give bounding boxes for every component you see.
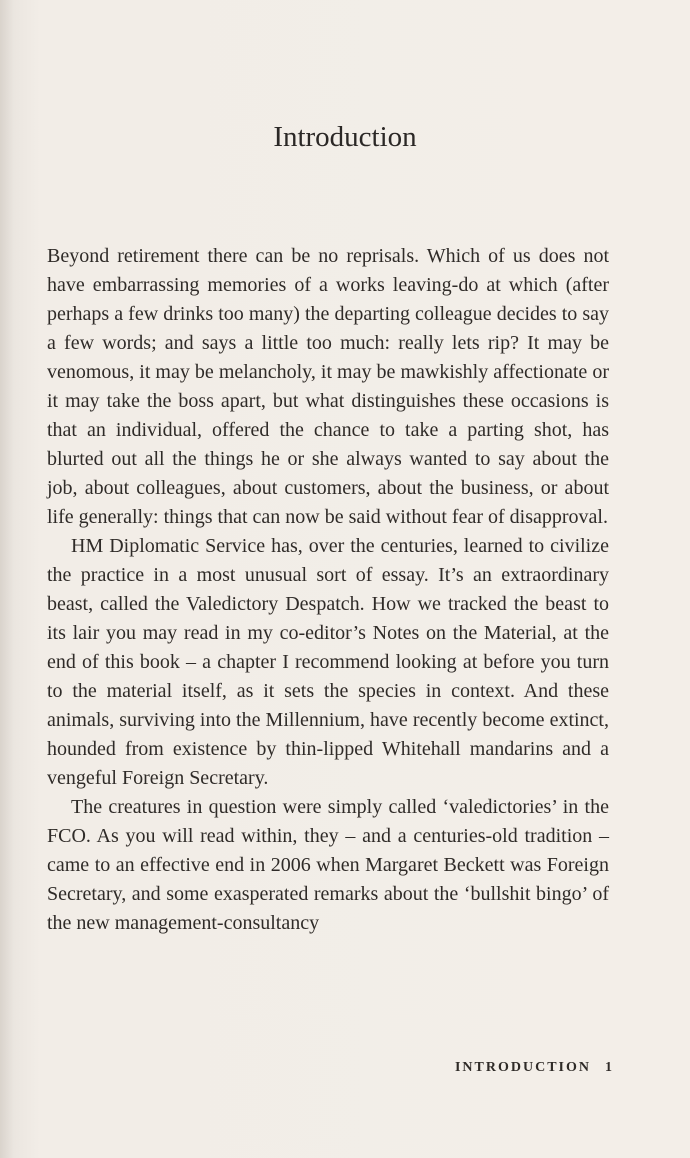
chapter-body (47, 242, 609, 938)
page-number: 1 (605, 1060, 612, 1075)
chapter-title: Introduction (273, 121, 417, 153)
page-footer (455, 1060, 612, 1076)
paragraph-3: The creatures in question were simply called ‘valedictories’ in the FCO. As you will read within, they – and a centuries-old tradition – came to an effective end in 2006 when Margaret Beckett was Foreign Secretary, and some exasperated remarks about the ‘bullshit bingo’ of the new management-consultancy (47, 796, 609, 934)
paragraph-2: HM Diplomatic Service has, over the centuries, learned to civilize the practice in a most unusual sort of essay. It’s an extraordinary beast, called the Valedictory Despatch. How we tracked the beast to its lair you may read in my co-editor’s Notes on the Material, at the end of this book – a chapter I recommend looking at before you turn to the material itself, as it sets the species in context. And these animals, surviving into the Millennium, have recently become extinct, hounded from existence by thin-lipped Whitehall mandarins and a vengeful Foreign Secretary. (47, 535, 609, 789)
running-head: INTRODUCTION (454, 1060, 591, 1075)
paragraph-1: Beyond retirement there can be no reprisals. Which of us does not have embarrassing memories of a works leaving-do at which (after perhaps a few drinks too many) the departing colleague decides to say a few words; and says a little too much: really lets rip? It may be venomous, it may be melancholy, it may be mawkishly affectionate or it may take the boss apart, but what distinguishes these occasions is that an individual, offered the chance to take a parting shot, has blurted out all the things he or she always wanted to say about the job, about colleagues, about customers, about the business, or about life generally: things that can now be said without fear of disapproval. (47, 245, 609, 528)
